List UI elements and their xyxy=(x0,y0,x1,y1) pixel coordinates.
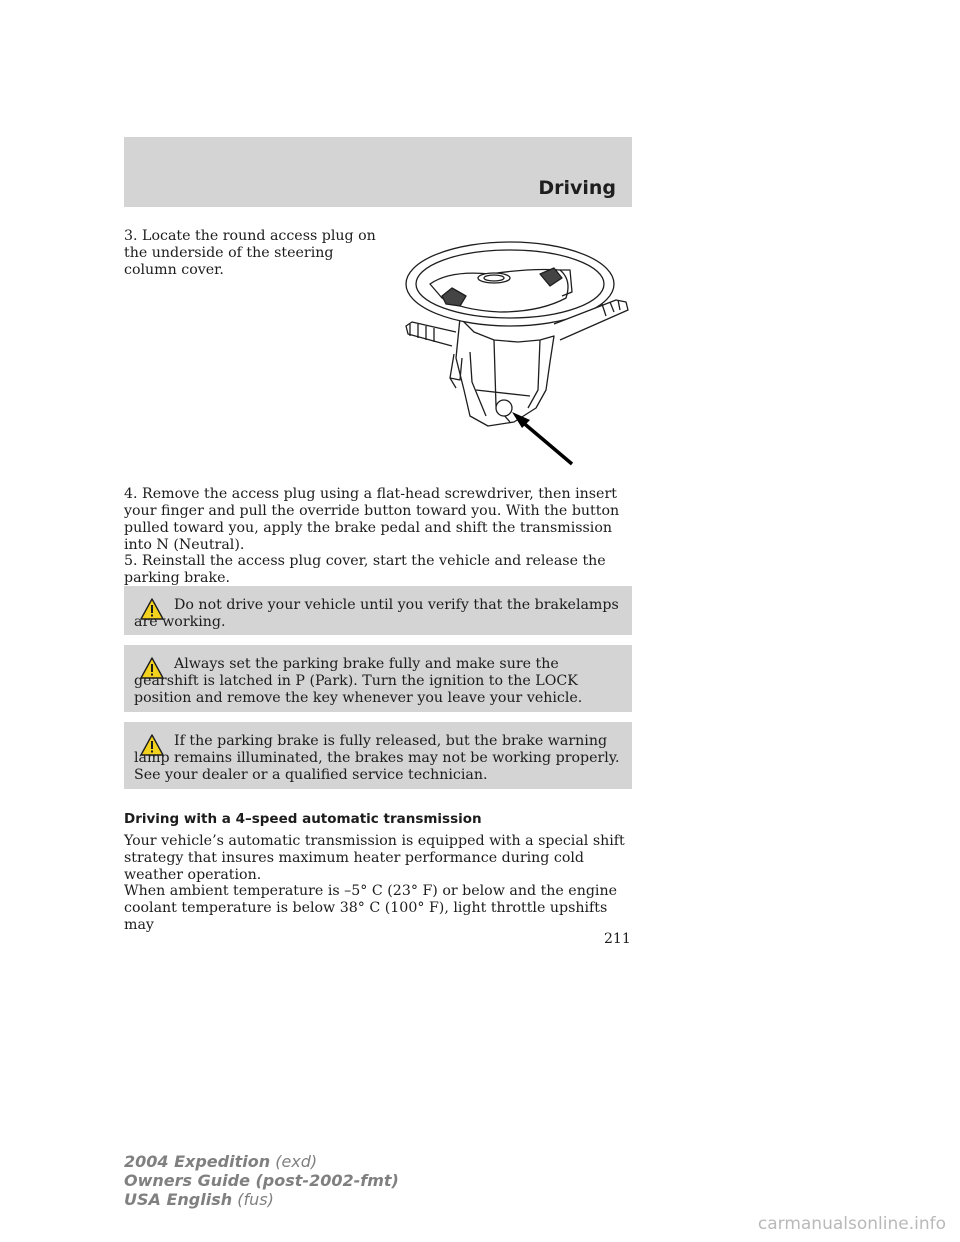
steering-column-diagram-icon xyxy=(390,240,640,470)
step-4-text: 4. Remove the access plug using a flat-head screwdriver, then insert your finger and pull the override button toward you. With the button pulled toward you, apply the brake pedal and shift the transmission into N (Neutral). xyxy=(124,486,620,553)
warning-text: Do not drive your vehicle until you verify that the brakelamps are working. xyxy=(134,597,619,630)
page-number: 211 xyxy=(604,931,631,947)
footer-language-code: (fus) xyxy=(237,1190,274,1209)
section-heading: Driving with a 4–speed automatic transmission xyxy=(124,811,482,827)
footer-language: USA English xyxy=(124,1190,233,1209)
step-3-text: 3. Locate the round access plug on the underside of the steering column cover. xyxy=(124,228,376,278)
page-title: Driving xyxy=(538,177,616,199)
section-paragraph-2: When ambient temperature is –5° C (23° F) or below and the engine coolant temperature is below 38° C (100° F), light throttle upshifts may xyxy=(124,883,617,933)
header-band xyxy=(124,137,632,207)
warning-box-brake-lamp xyxy=(124,722,632,789)
step-5-text: 5. Reinstall the access plug cover, start the vehicle and release the parking brake. xyxy=(124,553,606,586)
footer-line-3 xyxy=(124,1190,399,1209)
footer-line-1 xyxy=(124,1152,399,1171)
footer-line-2: Owners Guide (post-2002-fmt) xyxy=(124,1171,399,1190)
footer-model-code: (exd) xyxy=(275,1152,318,1171)
footer xyxy=(124,1152,399,1209)
warning-box-parking-brake xyxy=(124,645,632,712)
warning-text: If the parking brake is fully released, but the brake warning lamp remains illuminated, the brakes may not be working properly. See your dealer or a qualified service technician. xyxy=(134,733,620,783)
warning-text: Always set the parking brake fully and make sure the gearshift is latched in P (Park). Turn the ignition to the LOCK position and remove the key whenever you leave your vehicle. xyxy=(134,656,583,706)
section-paragraph-1: Your vehicle’s automatic transmission is equipped with a special shift strategy that insures maximum heater performance during cold weather operation. xyxy=(124,833,625,883)
warning-box-brakelamps xyxy=(124,586,632,635)
footer-model: 2004 Expedition xyxy=(124,1152,271,1171)
watermark: carmanualsonline.info xyxy=(757,1214,946,1234)
